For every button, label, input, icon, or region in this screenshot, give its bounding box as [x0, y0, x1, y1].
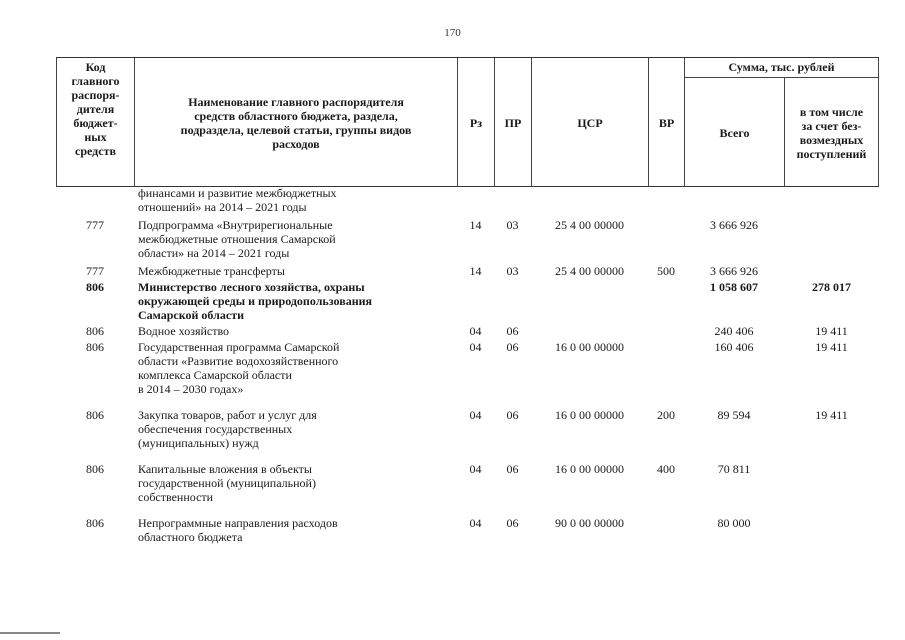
table-row: [56, 516, 879, 544]
cell-vr: 400: [657, 462, 675, 476]
header-free: в том числе за счет без- возмездных поступлений: [784, 78, 879, 187]
cell-code: 777: [86, 264, 104, 278]
cell-code: 806: [86, 516, 104, 530]
header-pr: ПР: [494, 58, 531, 187]
cell-name-line: отношений» на 2014 – 2021 годы: [138, 200, 307, 214]
cell-free: 19 411: [815, 340, 848, 354]
cell-csr: 25 4 00 00000: [555, 218, 624, 232]
cell-name: [138, 408, 450, 450]
cell-vr: 500: [657, 264, 675, 278]
cell-name-line: Подпрограмма «Внутрирегиональные: [138, 218, 333, 232]
header-csr: ЦСР: [531, 58, 648, 187]
cell-total: 80 000: [717, 516, 751, 530]
cell-vr: 200: [657, 408, 675, 422]
cell-total: 89 594: [717, 408, 751, 422]
cell-name-line: Межбюджетные трансферты: [138, 264, 285, 278]
cell-name-line: государственной (муниципальной): [138, 476, 316, 490]
cell-name-line: Водное хозяйство: [138, 324, 230, 338]
cell-name-line: собственности: [138, 490, 214, 504]
cell-pr: 03: [506, 264, 519, 278]
cell-name-line: комплекса Самарской области: [138, 368, 292, 382]
cell-name-line: в 2014 – 2030 годах»: [138, 382, 244, 396]
cell-csr: 16 0 00 00000: [555, 408, 624, 422]
table-row: [56, 462, 879, 504]
cell-rz: 04: [469, 408, 482, 422]
cell-name-line: области» на 2014 – 2021 годы: [138, 246, 290, 260]
cell-name-line: Самарской области: [138, 308, 244, 322]
cell-code: 806: [86, 462, 104, 476]
cell-rz: 04: [469, 340, 482, 354]
cell-csr: 90 0 00 00000: [555, 516, 624, 530]
cell-code: 806: [86, 408, 104, 422]
cell-pr: 06: [506, 462, 519, 476]
cell-pr: 03: [506, 218, 519, 232]
cell-code: 806: [86, 280, 104, 294]
cell-name: [138, 264, 450, 278]
cell-code: 777: [86, 218, 104, 232]
cell-pr: 06: [506, 324, 519, 338]
cell-name-line: окружающей среды и природопользования: [138, 294, 373, 308]
table-row: [56, 218, 879, 260]
cell-csr: 25 4 00 00000: [555, 264, 624, 278]
header-rz: Рз: [457, 58, 494, 187]
scan-artifact-line: [0, 632, 60, 634]
table-row: [56, 324, 879, 338]
cell-name-line: области «Развитие водохозяйственного: [138, 354, 339, 368]
cell-name-line: финансами и развитие межбюджетных: [138, 186, 337, 200]
header-total: Всего: [684, 78, 784, 187]
cell-total: 240 406: [714, 324, 754, 338]
cell-code: 806: [86, 340, 104, 354]
cell-name: [138, 462, 450, 504]
cell-rz: 04: [469, 324, 482, 338]
cell-name-line: Непрограммные направления расходов: [138, 516, 338, 530]
table-body: [56, 186, 879, 544]
header-name: Наименование главного распорядителя средств областного бюджета, раздела, подраздела, целевой статьи, группы видов расходов: [134, 58, 457, 187]
cell-free: 19 411: [815, 408, 848, 422]
table-header: [56, 57, 879, 187]
cell-pr: 06: [506, 516, 519, 530]
cell-name-line: Министерство лесного хозяйства, охраны: [138, 280, 365, 294]
cell-code: 806: [86, 324, 104, 338]
page-number: 170: [444, 27, 461, 39]
table-row: [56, 340, 879, 396]
table-row: [56, 280, 879, 322]
table-row: [56, 264, 879, 278]
cell-rz: 04: [469, 516, 482, 530]
cell-csr: 16 0 00 00000: [555, 340, 624, 354]
cell-name-line: межбюджетные отношения Самарской: [138, 232, 336, 246]
cell-free: 19 411: [815, 324, 848, 338]
cell-name-line: обеспечения государственных: [138, 422, 293, 436]
cell-total: 1 058 607: [710, 280, 758, 294]
header-vr: ВР: [648, 58, 684, 187]
table-row: [56, 186, 879, 214]
cell-name: [138, 324, 450, 338]
cell-name: [138, 186, 450, 214]
cell-rz: 14: [469, 218, 482, 232]
cell-name: [138, 218, 450, 260]
cell-pr: 06: [506, 408, 519, 422]
cell-name-line: областного бюджета: [138, 530, 243, 544]
header-code: Код главного распоря- дителя бюджет- ных средств: [56, 58, 134, 187]
cell-name: [138, 280, 450, 322]
cell-name: [138, 516, 450, 544]
cell-total: 160 406: [714, 340, 754, 354]
table-row: [56, 408, 879, 450]
cell-name-line: Капитальные вложения в объекты: [138, 462, 312, 476]
cell-name-line: Государственная программа Самарской: [138, 340, 340, 354]
cell-free: 278 017: [812, 280, 851, 294]
header-sum: Сумма, тыс. рублей: [684, 58, 879, 78]
cell-rz: 04: [469, 462, 482, 476]
cell-name: [138, 340, 450, 396]
cell-total: 3 666 926: [710, 264, 758, 278]
cell-csr: 16 0 00 00000: [555, 462, 624, 476]
cell-name-line: Закупка товаров, работ и услуг для: [138, 408, 317, 422]
cell-name-line: (муниципальных) нужд: [138, 436, 259, 450]
cell-rz: 14: [469, 264, 482, 278]
cell-total: 70 811: [717, 462, 751, 476]
cell-pr: 06: [506, 340, 519, 354]
cell-total: 3 666 926: [710, 218, 758, 232]
